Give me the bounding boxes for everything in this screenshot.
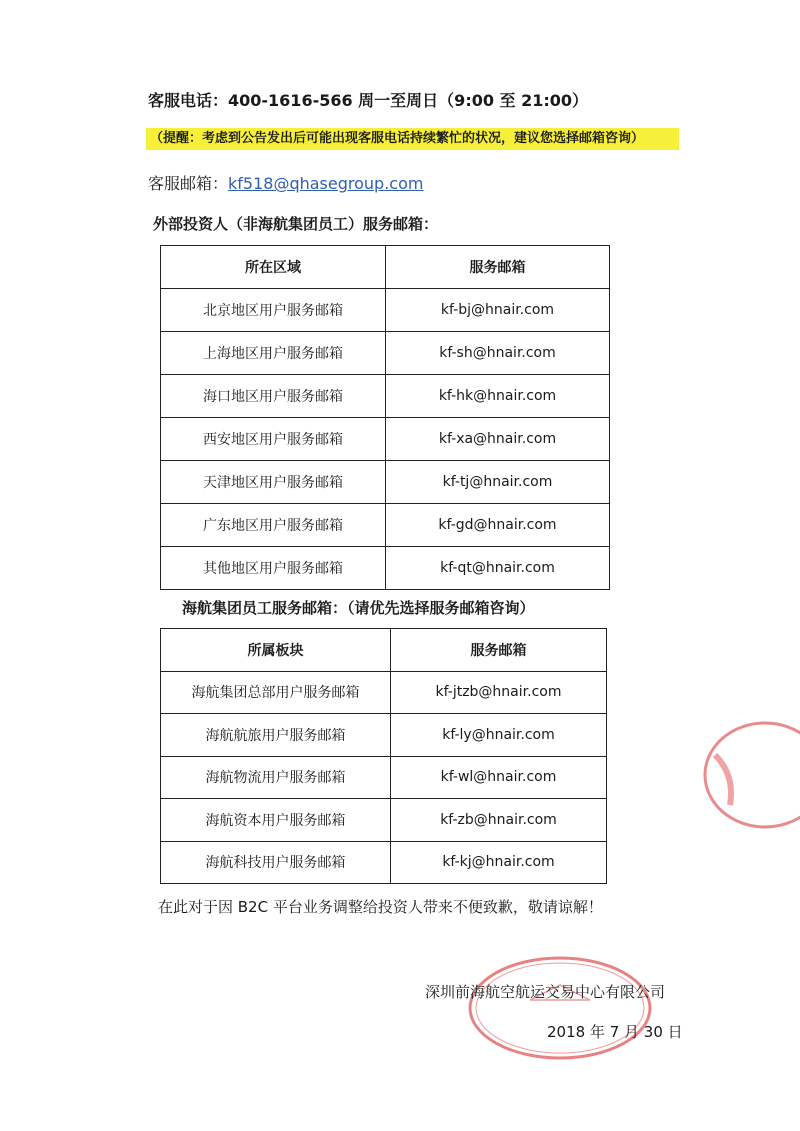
sector-cell: 海航物流用户服务邮箱 <box>161 756 391 799</box>
email-cell: kf-qt@hnair.com <box>386 547 610 590</box>
table-row <box>161 714 607 757</box>
table-row <box>161 504 610 547</box>
table-row <box>161 547 610 590</box>
region-cell: 上海地区用户服务邮箱 <box>161 332 386 375</box>
table-row <box>161 756 607 799</box>
sector-cell: 海航资本用户服务邮箱 <box>161 799 391 842</box>
email-cell: kf-zb@hnair.com <box>391 799 607 842</box>
column-header-sector: 所属板块 <box>161 629 391 672</box>
email-cell: kf-wl@hnair.com <box>391 756 607 799</box>
email-link[interactable]: kf518@qhasegroup.com <box>228 174 424 193</box>
column-header-email: 服务邮箱 <box>386 246 610 289</box>
email-cell: kf-gd@hnair.com <box>386 504 610 547</box>
company-seal-stamp <box>460 950 660 1070</box>
email-cell: kf-bj@hnair.com <box>386 289 610 332</box>
table-row <box>161 799 607 842</box>
sector-cell: 海航科技用户服务邮箱 <box>161 841 391 884</box>
employee-email-table <box>160 628 607 884</box>
table-row <box>161 418 610 461</box>
table-row <box>161 671 607 714</box>
customer-service-phone: 客服电话：400-1616-566 周一至周日（9:00 至 21:00） <box>148 91 589 110</box>
email-cell: kf-tj@hnair.com <box>386 461 610 504</box>
email-cell: kf-jtzb@hnair.com <box>391 671 607 714</box>
table-header-row <box>161 246 610 289</box>
email-cell: kf-hk@hnair.com <box>386 375 610 418</box>
region-cell: 海口地区用户服务邮箱 <box>161 375 386 418</box>
column-header-email: 服务邮箱 <box>391 629 607 672</box>
customer-service-email <box>148 171 423 194</box>
region-cell: 西安地区用户服务邮箱 <box>161 418 386 461</box>
table-row <box>161 375 610 418</box>
column-header-region: 所在区域 <box>161 246 386 289</box>
email-cell: kf-sh@hnair.com <box>386 332 610 375</box>
table-header-row <box>161 629 607 672</box>
sector-cell: 海航航旅用户服务邮箱 <box>161 714 391 757</box>
apology-text: 在此对于因 B2C 平台业务调整给投资人带来不便致歉，敬请谅解！ <box>158 898 603 916</box>
region-cell: 北京地区用户服务邮箱 <box>161 289 386 332</box>
region-cell: 其他地区用户服务邮箱 <box>161 547 386 590</box>
email-cell: kf-ly@hnair.com <box>391 714 607 757</box>
company-name: 深圳前海航空航运交易中心有限公司 <box>425 983 666 1001</box>
region-cell: 广东地区用户服务邮箱 <box>161 504 386 547</box>
table-row <box>161 461 610 504</box>
issue-date: 2018 年 7 月 30 日 <box>547 1023 683 1041</box>
email-cell: kf-xa@hnair.com <box>386 418 610 461</box>
partial-seal-stamp <box>690 715 800 835</box>
highlighted-notice: （提醒：考虑到公告发出后可能出现客服电话持续繁忙的状况，建议您选择邮箱咨询） <box>146 128 679 150</box>
table-row <box>161 289 610 332</box>
table-row <box>161 841 607 884</box>
external-investors-heading: 外部投资人（非海航集团员工）服务邮箱： <box>153 215 439 233</box>
employee-heading: 海航集团员工服务邮箱：（请优先选择服务邮箱咨询） <box>182 599 535 617</box>
external-email-table <box>160 245 610 590</box>
region-cell: 天津地区用户服务邮箱 <box>161 461 386 504</box>
sector-cell: 海航集团总部用户服务邮箱 <box>161 671 391 714</box>
table-row <box>161 332 610 375</box>
email-label: 客服邮箱： <box>148 174 229 193</box>
email-cell: kf-kj@hnair.com <box>391 841 607 884</box>
